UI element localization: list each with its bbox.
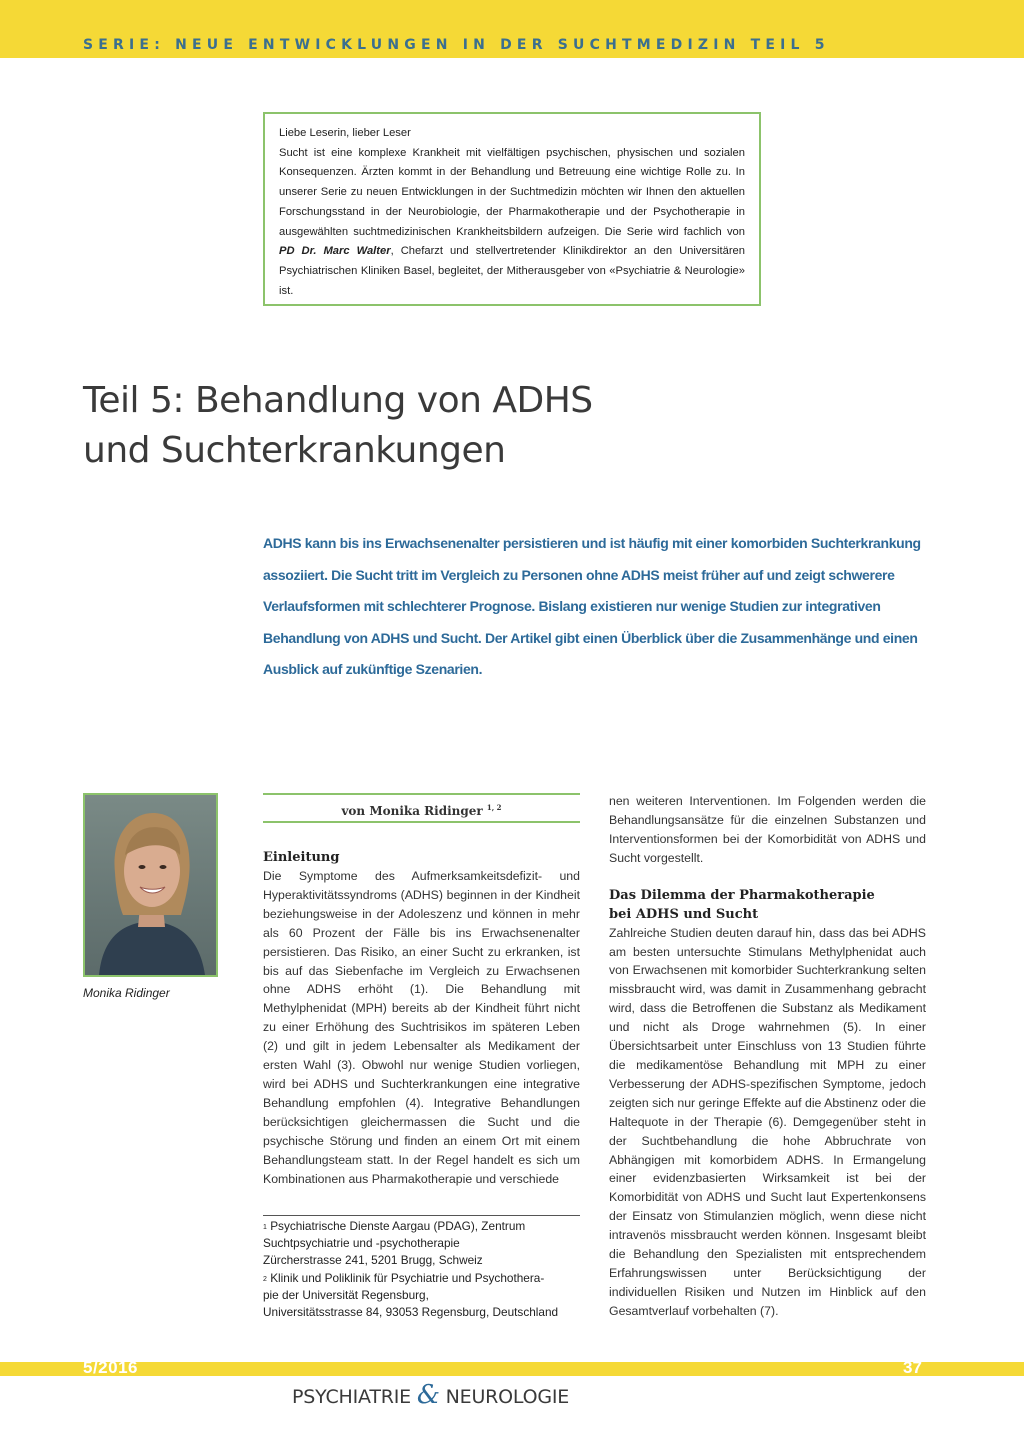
footnote-2-mark: 2	[263, 1275, 267, 1283]
footnote-2	[263, 1270, 580, 1287]
footnotes	[263, 1215, 580, 1321]
page-number: 37	[903, 1358, 922, 1377]
article-title-line-1: Teil 5: Behandlung von ADHS	[83, 380, 593, 421]
article-title	[83, 376, 783, 476]
journal-logo-left: PSYCHIATRIE	[292, 1386, 411, 1408]
series-title: SERIE: NEUE ENTWICKLUNGEN IN DER SUCHTMEDIZIN TEIL 5	[83, 37, 830, 53]
author-photo	[83, 793, 218, 977]
einleitung-text-continued: nen weiteren Interventionen. Im Folgenden werden die Behandlungsansätze für die einzelnen Substanzen und Interventionsformen bei der Komorbidität von ADHS und Sucht vorgestellt.	[609, 794, 926, 865]
column-2	[609, 792, 926, 1321]
issue-number: 5/2016	[83, 1358, 138, 1377]
section-heading-dilemma	[609, 886, 926, 924]
dilemma-text: Zahlreiche Studien deuten darauf hin, dass das bei ADHS am besten untersuchte Stimulans Methylphenidat auch von Erwachsenen mit komorbider Suchterkrankung selten missbraucht wird, was damit in Zusammenhang gebracht wird, dass die Betroffenen die Substanz als Medikament und nicht als Droge wahrnehmen (5). In einer Übersichtsarbeit unter Einschluss von 13 Studien führte die medikamentöse Behandlung mit MPH zu einer Verbesserung der ADHS-spezifischen Symptome, jedoch zeigten sich nur geringe Effekte auf die Abstinenz oder die Haltequote in der Therapie (6). Demgegenüber steht in der Suchtbehandlung die hohe Abbruchrate von Abhängigen mit komorbidem ADHS. In Ermangelung einer evidenzbasierten Wirksamkeit ist bei der Komorbidität von ADHS und Sucht laut Expertenkonsens der Einsatz von Stimulanzien möglich, wenn diese nicht intravenös missbraucht werden können. Insgesamt bleibt die Behandlung den Spezialisten mit entsprechendem Erfahrungswissen unter Berücksichtigung der individuellen Risiken und Nutzen im Hinblick auf den Gesamtverlauf vorbehalten (7).	[609, 925, 926, 1318]
footnote-1-line-3: Zürcherstrasse 241, 5201 Brugg, Schweiz	[263, 1253, 483, 1268]
footnote-1-line-1: Psychiatrische Dienste Aargau (PDAG), Zentrum	[270, 1219, 526, 1233]
column-1	[263, 848, 580, 1188]
author-affiliation-marks: 1, 2	[486, 803, 502, 812]
footer-bar	[0, 1362, 1024, 1376]
footnote-2-line-2: pie der Universität Regensburg,	[263, 1287, 429, 1302]
editorial-text	[279, 144, 745, 302]
journal-logo-ampersand: &	[416, 1380, 440, 1410]
author-byline	[263, 793, 580, 823]
footnote-2-line-3: Universitätsstrasse 84, 93053 Regensburg, Deutschland	[263, 1305, 559, 1320]
footnote-2-line-1: Klinik und Poliklinik für Psychiatrie und Psychothera-	[270, 1270, 545, 1285]
section-heading-einleitung: Einleitung	[263, 850, 340, 865]
author-byline-name: von Monika Ridinger	[341, 804, 483, 818]
footnote-1-mark: 1	[263, 1224, 267, 1231]
footnote-1	[263, 1218, 580, 1235]
article-title-line-2: und Suchterkrankungen	[83, 430, 506, 471]
section-heading-dilemma-line-2: bei ADHS und Sucht	[609, 906, 759, 922]
editorial-salutation: Liebe Leserin, lieber Leser	[279, 127, 411, 139]
journal-logo	[292, 1380, 569, 1410]
article-lead: ADHS kann bis ins Erwachsenenalter persistieren und ist häufig mit einer komorbiden Suchterkrankung assoziiert. Die Sucht tritt im Vergleich zu Personen ohne ADHS meist früher auf und zeigt schwerere Verlaufsformen mit schlechterer Prognose. Bislang existieren nur wenige Studien zur integrativen Behandlung von ADHS und Sucht. Der Artikel gibt einen Überblick über die Zusammenhänge und einen Ausblick auf zukünftige Szenarien.	[263, 535, 921, 677]
author-photo-caption: Monika Ridinger	[83, 986, 170, 1000]
author-portrait-image	[85, 795, 216, 975]
footnote-1-line-2: Suchtpsychiatrie und -psychotherapie	[263, 1236, 460, 1251]
einleitung-text: Die Symptome des Aufmerksamkeitsdefizit- und Hyperaktivitätssyndroms (ADHS) beginnen in der Kindheit beziehungsweise in der Adoleszenz und können in mehr als 60 Prozent der Fälle bis ins Erwachsenenalter persistieren. Das Risiko, an einer Sucht zu erkranken, ist bis auf das Siebenfache im Vergleich zu Erwachsenen ohne ADHS erhöht (1). Die Behandlung mit Methylphenidat (MPH) bereits ab der Kindheit führt nicht zu einer Erhöhung des Suchtrisikos im späteren Leben (2) und gilt in jedem Lebensalter als Medikament der ersten Wahl (3). Obwohl nur wenige Studien vorliegen, wird bei ADHS und Suchterkrankungen eine integrative Behandlung empfohlen (4). Integrative Behandlungen berücksichtigen gleichermassen die Sucht und die psychische Störung und finden an einem Ort mit einem Behandlungsteam statt. In der Regel handelt es sich um Kombinationen aus Pharmakotherapie und verschiede	[263, 869, 580, 1186]
editorial-box	[263, 112, 761, 306]
editorial-editor-name: PD Dr. Marc Walter	[279, 245, 391, 258]
editorial-text-part-2: , Chefarzt und stellvertretender Klinikdirektor an den Universitären Psychiatrischen Kliniken Basel, begleitet, der Mitherausgeber von «Psychiatrie & Neurologie» ist.	[279, 245, 745, 297]
section-heading-dilemma-line-1: Das Dilemma der Pharmakotherapie	[609, 887, 875, 903]
editorial-text-part-1: Sucht ist eine komplexe Krankheit mit vielfältigen psychischen, physischen und sozialen Konsequenzen. Ärzten kommt in der Behandlung und Betreuung eine wichtige Rolle zu. In unserer Serie zu neuen Entwicklungen in der Suchtmedizin möchten wir Ihnen den aktuellen Forschungsstand in der Neurobiologie, der Pharmakotherapie und der Psychotherapie in ausgewählten suchtmedizinischen Krankheitsbildern aufzeigen. Die Serie wird fachlich von	[279, 146, 745, 238]
journal-logo-right: NEUROLOGIE	[445, 1386, 570, 1408]
